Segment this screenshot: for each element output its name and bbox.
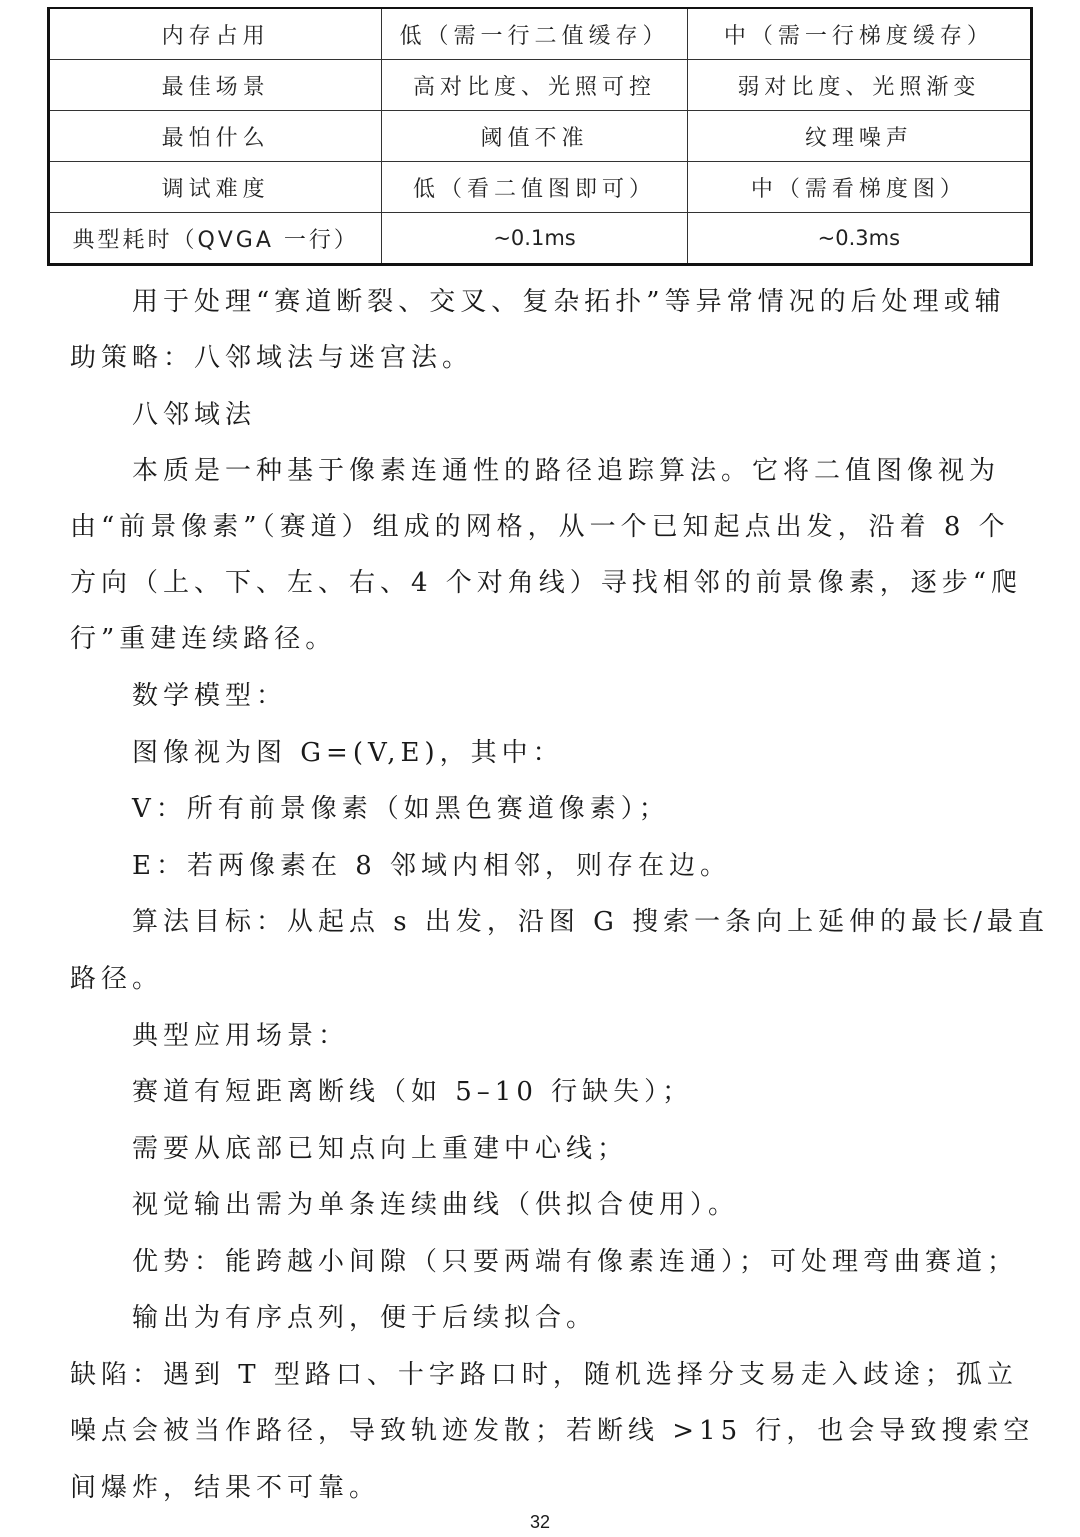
paragraph-line: 典型应用场景：	[132, 1021, 350, 1051]
paragraph-line: 本质是一种基于像素连通性的路径追踪算法。它将二值图像视为	[132, 456, 1001, 486]
cell-binary: ~0.1ms	[382, 213, 687, 265]
paragraph-line: 视觉输出需为单条连续曲线（供拟合使用）。	[132, 1190, 740, 1220]
paragraph-line: 输出为有序点列，便于后续拟合。	[132, 1303, 598, 1333]
paragraph-line: 数学模型：	[132, 681, 288, 711]
cell-gradient: ~0.3ms	[687, 213, 1031, 265]
row-label: 内存占用	[49, 8, 382, 60]
comparison-table	[47, 7, 1033, 266]
cell-gradient: 中（需一行梯度缓存）	[687, 8, 1031, 60]
page-number: 32	[529, 1512, 551, 1532]
paragraph-line: 图像视为图 G=(V,E)，其中：	[132, 738, 564, 768]
paragraph-line: V：所有前景像素（如黑色赛道像素）；	[132, 794, 670, 824]
row-label: 最佳场景	[49, 60, 382, 111]
paragraph-line: 间爆炸，结果不可靠。	[70, 1473, 381, 1503]
table-row	[49, 162, 1032, 213]
section-heading: 八邻域法	[132, 400, 257, 430]
row-label: 最怕什么	[49, 111, 382, 162]
paragraph-line: 优势：能跨越小间隙（只要两端有像素连通）；可处理弯曲赛道；	[132, 1247, 1019, 1277]
cell-binary: 低（需一行二值缓存）	[382, 8, 687, 60]
cell-binary: 阈值不准	[382, 111, 687, 162]
paragraph-line: 路径。	[70, 964, 164, 994]
cell-binary: 低（看二值图即可）	[382, 162, 687, 213]
paragraph-line: 由“前景像素”（赛道）组成的网格，从一个已知起点出发，沿着 8 个	[70, 512, 1010, 542]
table-row	[49, 111, 1032, 162]
paragraph-line: 用于处理“赛道断裂、交叉、复杂拓扑”等异常情况的后处理或辅	[132, 287, 1006, 317]
paragraph-line: 方向（上、下、左、右、4 个对角线）寻找相邻的前景像素，逐步“爬	[70, 568, 1023, 598]
row-label: 调试难度	[49, 162, 382, 213]
cell-gradient: 弱对比度、光照渐变	[687, 60, 1031, 111]
paragraph-line: 算法目标：从起点 s 出发，沿图 G 搜索一条向上延伸的最长/最直	[132, 907, 1049, 937]
table-row	[49, 213, 1032, 265]
table-row	[49, 8, 1032, 60]
paragraph-line: 缺陷：遇到 T 型路口、十字路口时，随机选择分支易走入歧途；孤立	[70, 1360, 1018, 1390]
row-label: 典型耗时（QVGA 一行）	[49, 213, 382, 265]
table-row	[49, 60, 1032, 111]
paragraph-line: E：若两像素在 8 邻域内相邻，则存在边。	[132, 851, 732, 881]
paragraph-line: 行”重建连续路径。	[70, 624, 337, 654]
cell-gradient: 纹理噪声	[687, 111, 1031, 162]
cell-binary: 高对比度、光照可控	[382, 60, 687, 111]
paragraph-line: 噪点会被当作路径，导致轨迹发散；若断线 >15 行，也会导致搜索空	[70, 1416, 1035, 1446]
paragraph-line: 需要从底部已知点向上重建中心线；	[132, 1134, 629, 1164]
paragraph-line: 赛道有短距离断线（如 5–10 行缺失）；	[132, 1077, 694, 1107]
cell-gradient: 中（需看梯度图）	[687, 162, 1031, 213]
paragraph-line: 助策略：八邻域法与迷宫法。	[70, 343, 474, 373]
